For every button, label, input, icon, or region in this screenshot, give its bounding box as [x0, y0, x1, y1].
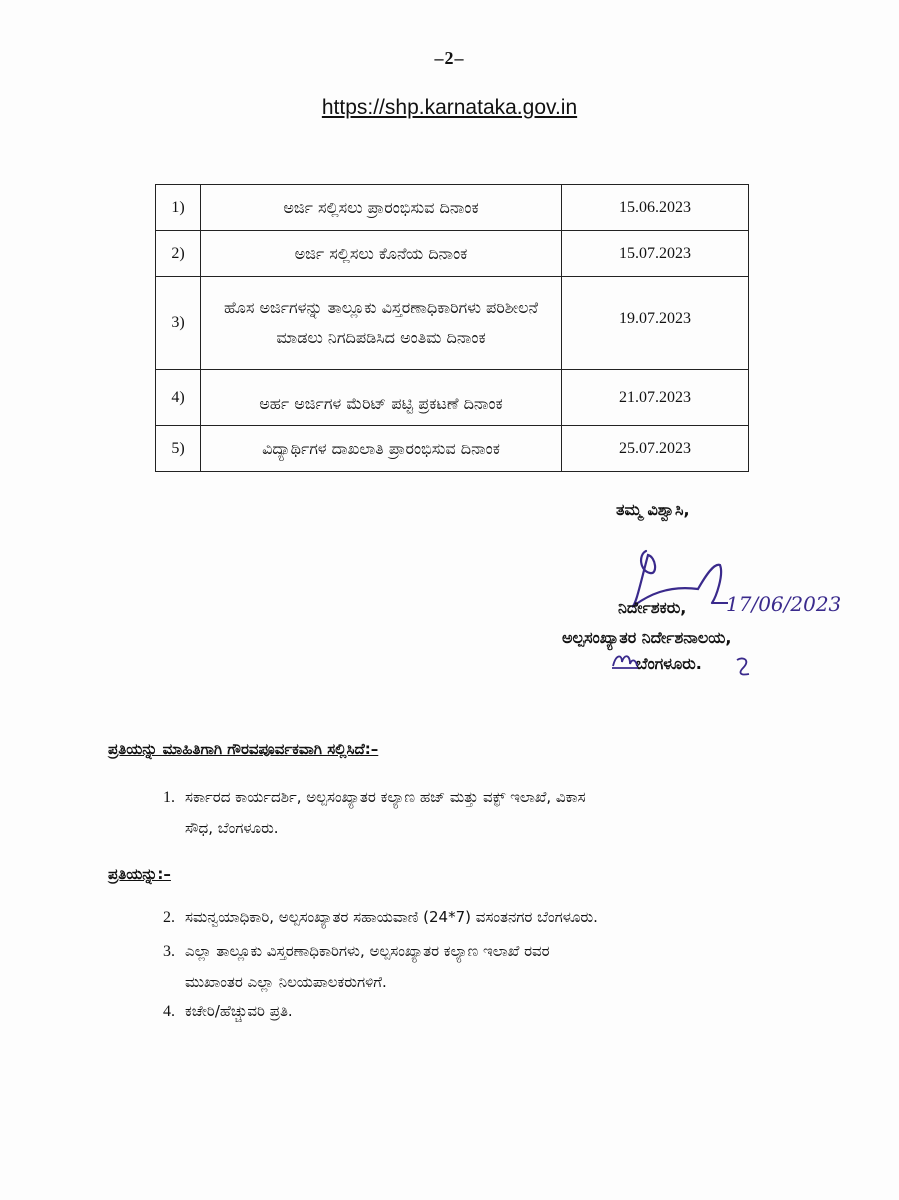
row-date: 15.06.2023 [562, 185, 749, 231]
item-text-continued: ಮುಖಾಂತರ ಎಲ್ಲಾ ನಿಲಯಪಾಲಕರುಗಳಿಗೆ. [185, 973, 387, 991]
row-date: 25.07.2023 [562, 426, 749, 472]
table-row [156, 426, 749, 472]
handwritten-signature [628, 545, 842, 635]
item-text: ಎಲ್ಲಾ ತಾಲ್ಲೂಕು ವಿಸ್ತರಣಾಧಿಕಾರಿಗಳು, ಅಲ್ಪಸಂಖ್ಯಾತರ ಕಲ್ಯಾಣ ಇಲಾಖೆ ರವರ [185, 942, 550, 960]
copy-to-heading: ಪ್ರತಿಯನ್ನು:– [108, 865, 171, 883]
row-description: ಅರ್ಜಿ ಸಲ್ಲಿಸಲು ಕೊನೆಯ ದಿನಾಂಕ [201, 231, 562, 277]
row-description: ಅರ್ಜಿ ಸಲ್ಲಿಸಲು ಪ್ರಾರಂಭಿಸುವ ದಿನಾಂಕ [201, 185, 562, 231]
initial-stroke-icon [733, 654, 755, 680]
closing-text: ತಮ್ಮ ವಿಶ್ವಾಸಿ, [616, 500, 690, 519]
row-description: ಹೊಸ ಅರ್ಜಿಗಳನ್ನು ತಾಲ್ಲೂಕು ವಿಸ್ತರಣಾಧಿಕಾರಿಗಳು ಪರಿಶೀಲನೆ ಮಾಡಲು ನಿಗದಿಪಡಿಸಿದ ಅಂತಿಮ ದಿನಾಂಕ [201, 277, 562, 370]
row-date: 19.07.2023 [562, 277, 749, 370]
page-number: –2– [434, 48, 465, 68]
table-row [156, 231, 749, 277]
item-number: 1. [163, 789, 175, 806]
office-city: ಬೆಂಗಳೂರು. [636, 654, 702, 673]
row-number: 5) [156, 426, 201, 472]
copy-info-heading: ಪ್ರತಿಯನ್ನು ಮಾಹಿತಿಗಾಗಿ ಗೌರವಪೂರ್ವಕವಾಗಿ ಸಲ್ಲಿಸಿದೆ:– [108, 740, 379, 758]
initials-mark-icon [610, 648, 640, 672]
office-name: ಅಲ್ಪಸಂಖ್ಯಾತರ ನಿರ್ದೇಶನಾಲಯ, [562, 628, 732, 647]
handwritten-date: 17/06/2023 [726, 592, 842, 616]
row-number: 2) [156, 231, 201, 277]
row-description: ಅರ್ಹ ಅರ್ಜಿಗಳ ಮೆರಿಟ್ ಪಟ್ಟಿ ಪ್ರಕಟಣೆ ದಿನಾಂಕ [201, 370, 562, 426]
table-row [156, 277, 749, 370]
list-item [163, 902, 803, 933]
website-url[interactable]: https://shp.karnataka.gov.in [321, 96, 578, 119]
item-text: ಕಚೇರಿ/ಹೆಚ್ಚುವರಿ ಪ್ರತಿ. [185, 1002, 293, 1020]
row-number: 3) [156, 277, 201, 370]
item-text: ಸಮನ್ವಯಾಧಿಕಾರಿ, ಅಲ್ಪಸಂಖ್ಯಾತರ ಸಹಾಯವಾಣಿ (24*7) ವಸಂತನಗರ ಬೆಂಗಳೂರು. [185, 908, 598, 926]
item-text-continued: ಸೌಧ, ಬೆಂಗಳೂರು. [185, 819, 279, 837]
designation: ನಿರ್ದೇಶಕರು, [618, 598, 687, 617]
row-number: 1) [156, 185, 201, 231]
item-text: ಸರ್ಕಾರದ ಕಾರ್ಯದರ್ಶಿ, ಅಲ್ಪಸಂಖ್ಯಾತರ ಕಲ್ಯಾಣ ಹಜ್ ಮತ್ತು ವಕ್ಫ್ ಇಲಾಖೆ, ವಿಕಾಸ [185, 788, 586, 806]
schedule-table [155, 184, 749, 472]
item-number: 4. [163, 1003, 175, 1020]
row-number: 4) [156, 370, 201, 426]
item-number: 2. [163, 909, 175, 926]
row-description: ವಿದ್ಯಾರ್ಥಿಗಳ ದಾಖಲಾತಿ ಪ್ರಾರಂಭಿಸುವ ದಿನಾಂಕ [201, 426, 562, 472]
table-row [156, 185, 749, 231]
list-item [163, 936, 803, 998]
row-date: 21.07.2023 [562, 370, 749, 426]
list-item [163, 996, 803, 1027]
row-date: 15.07.2023 [562, 231, 749, 277]
item-number: 3. [163, 943, 175, 960]
list-item [163, 782, 803, 844]
table-row [156, 370, 749, 426]
